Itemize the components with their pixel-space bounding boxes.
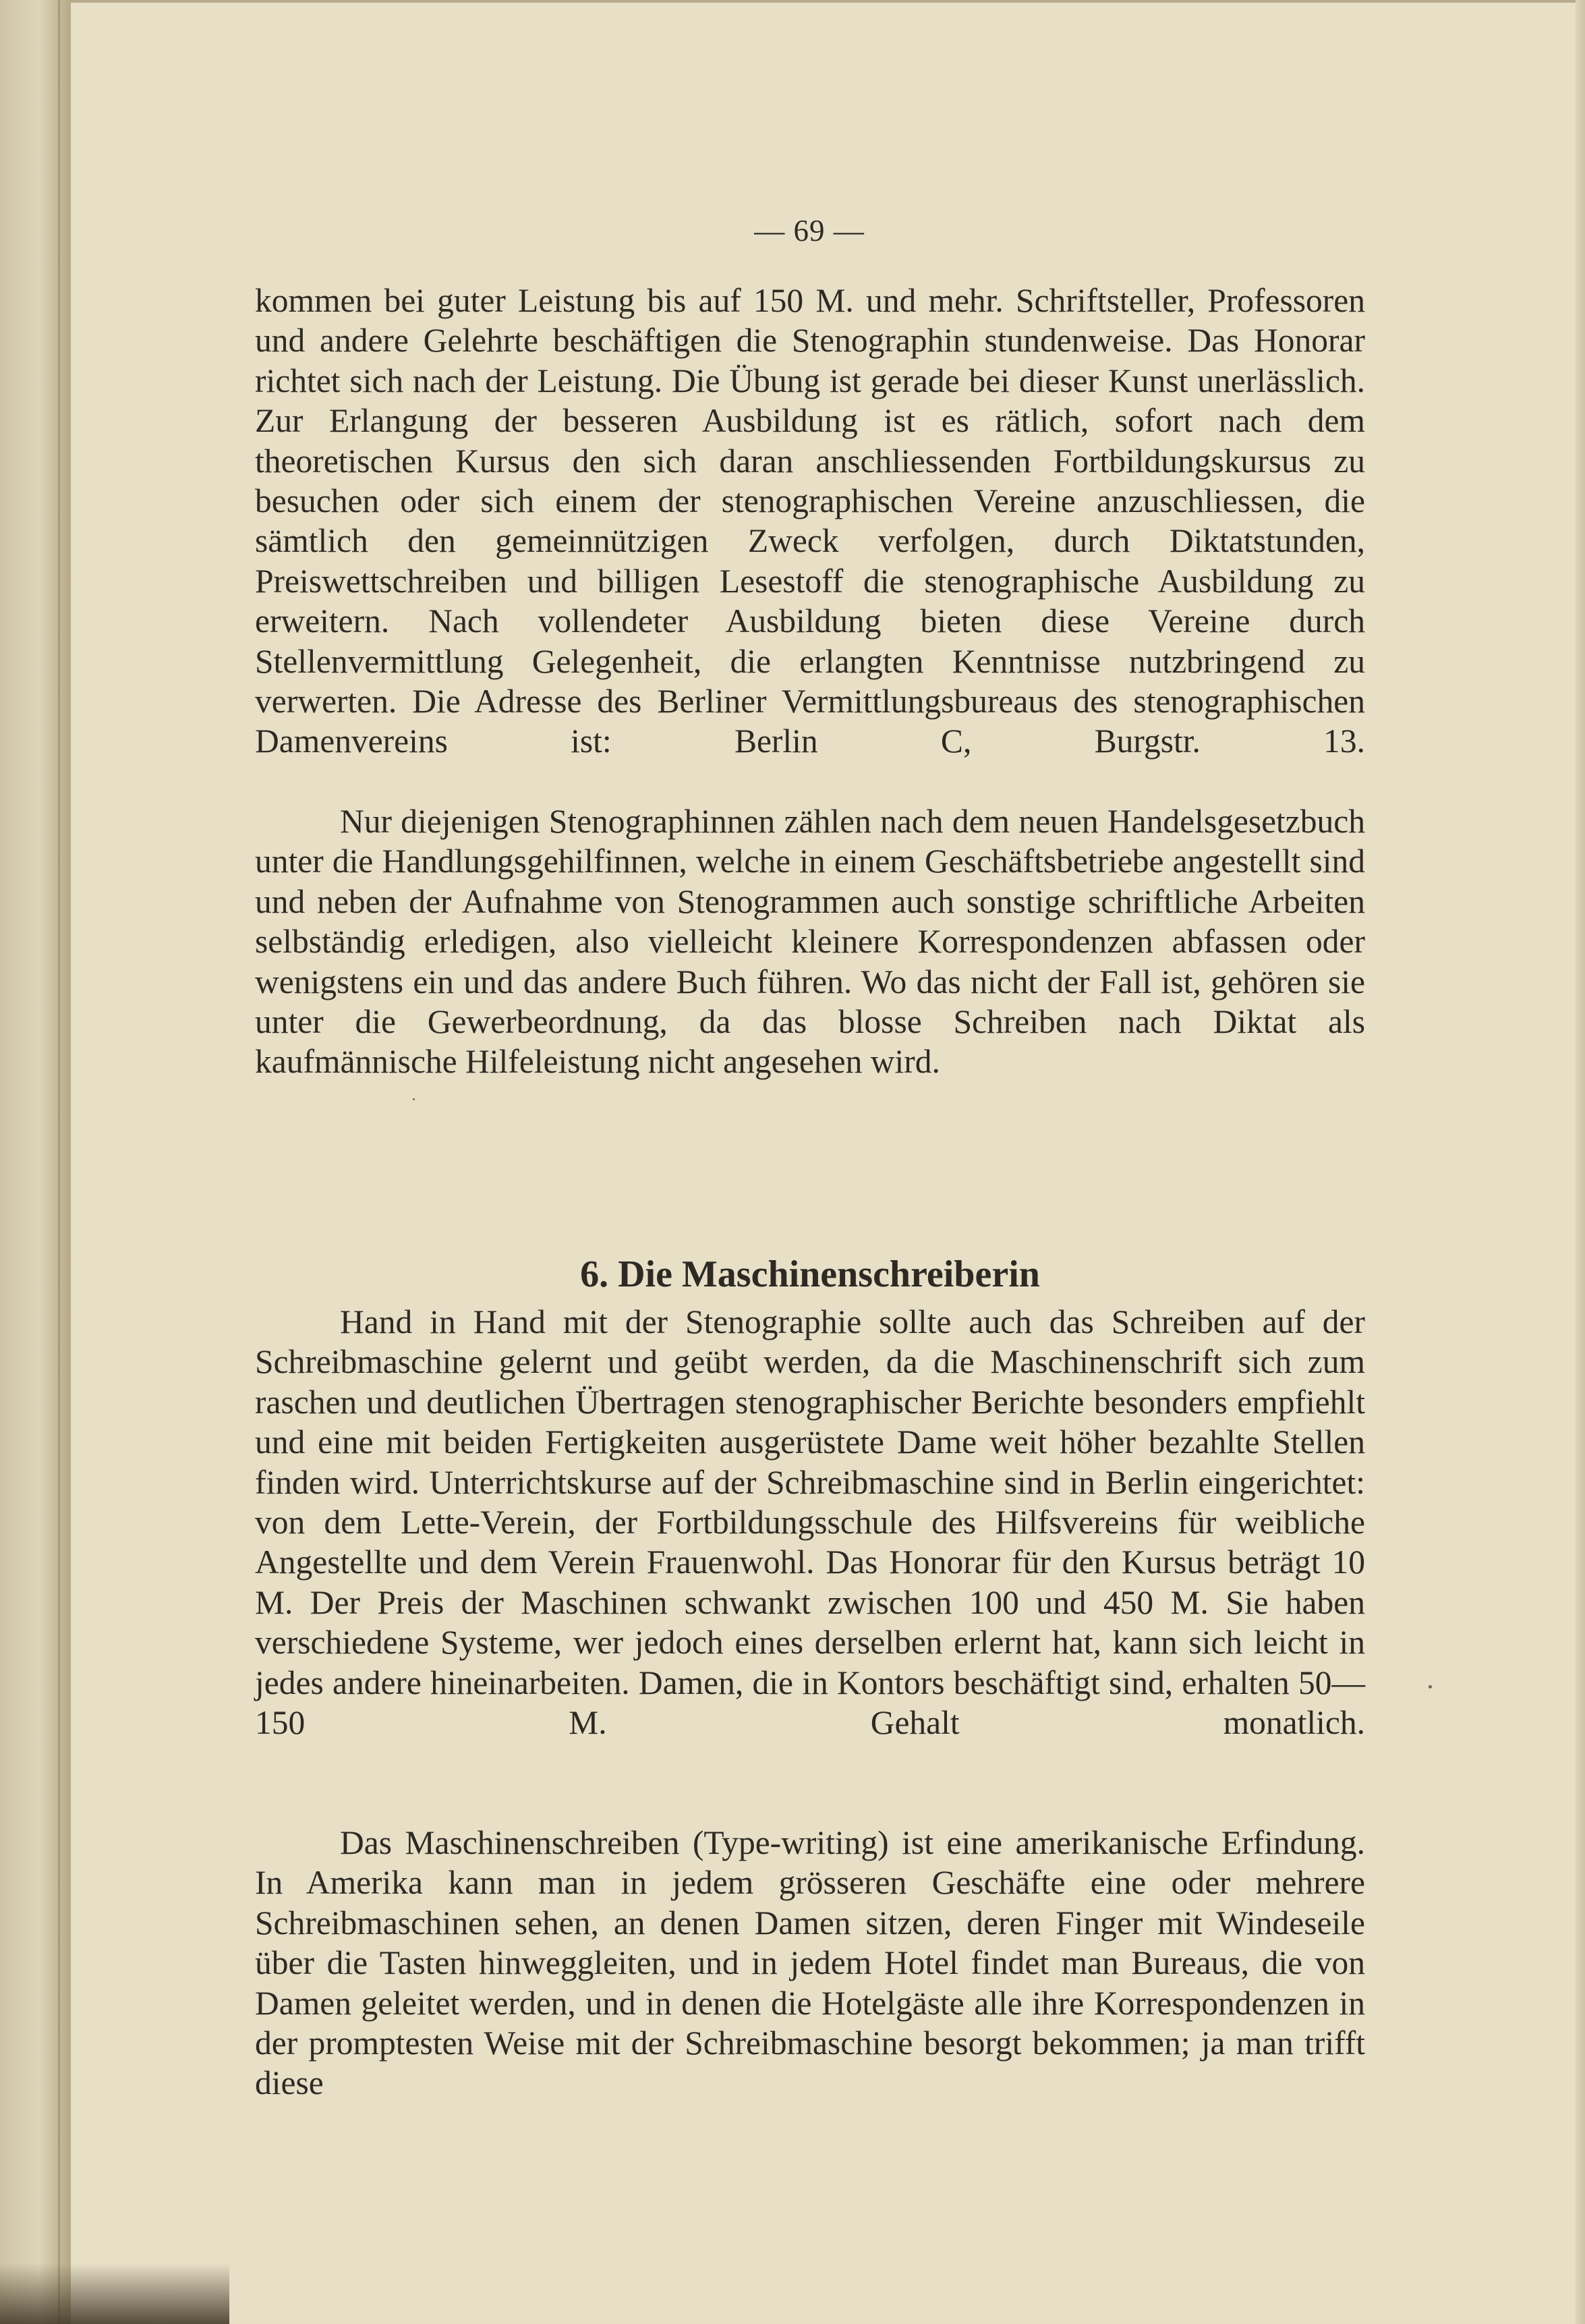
paragraph-text: Nur diejenigen Stenographinnen zählen nach dem neuen Handelsgesetzbuch unter die Handlungsgehilfinnen, welche in einem Geschäftsbetriebe angestellt sind und neben der Aufnahme von Stenogrammen auch sonstige schriftliche Arbeiten selbständig erledigen, also vielleicht kleinere Korrespondenzen abfassen oder wenigstens ein und das andere Buch führen. Wo das nicht der Fall ist, gehören sie unter die Gewerbeordnung, da das blosse Schreiben nach Diktat als kaufmännische Hilfeleistung nicht angesehen wird. <box>255 803 1365 1081</box>
gutter-fold-line <box>58 0 60 2324</box>
gutter-shadow <box>0 2263 229 2324</box>
paragraph-american-invention <box>255 1823 1365 2103</box>
paragraph-text: Hand in Hand mit der Stenographie sollte auch das Schreiben auf der Schreibmaschine gelernt und geübt werden, da die Maschinenschrift sich zum raschen und deutlichen Übertragen stenographischer Berichte besonders empfiehlt und eine mit beiden Fertigkeiten ausgerüstete Dame weit höher bezahlte Stellen finden wird. Unterrichtskurse auf der Schreibmaschine sind in Berlin eingerichtet: von dem Lette-Verein, der Fortbildungsschule des Hilfsvereins für weibliche Angestellte und dem Verein Frauenwohl. Das Honorar für den Kursus beträgt 10 M. Der Preis der Maschinen schwankt zwischen 100 und 450 M. Sie haben verschiedene Systeme, wer jedoch eines derselben erlernt hat, kann sich leicht in jedes andere hineinarbeiten. Damen, die in Kontors beschäftigt sind, erhalten 50—150 M. Gehalt monatlich. <box>255 1303 1365 1742</box>
paragraph-stenographer-income: kommen bei guter Leistung bis auf 150 M. und mehr. Schriftsteller, Professoren und andere Gelehrte beschäftigen die Stenographin stundenweise. Das Honorar richtet sich nach der Leistung. Die Übung ist gerade bei dieser Kunst unerlässlich. Zur Erlangung der besseren Ausbildung ist es rätlich, sofort nach dem theoretischen Kursus den sich daran anschliessenden Fortbildungskursus zu besuchen oder sich einem der stenographischen Vereine anzuschliessen, die sämtlich den gemeinnützigen Zweck verfolgen, durch Diktatstunden, Preiswettschreiben und billigen Lesestoff die stenographische Ausbildung zu erweitern. Nach vollendeter Ausbildung bieten diese Vereine durch Stellenvermittlung Gelegenheit, die erlangten Kenntnisse nutzbringend zu verwerten. Die Adresse des Berliner Vermittlungsbureaus des stenographischen Damenvereins ist: Berlin C, Burgstr. 13. <box>255 282 1365 760</box>
paragraph-commercial-code <box>255 801 1365 1082</box>
paragraph-text: Das Maschinenschreiben (Type-writing) ist eine amerikanische Erfindung. In Amerika kann man in jedem grösseren Geschäfte eine oder mehrere Schreibmaschinen sehen, an denen Damen sitzen, deren Finger mit Windeseile über die Tasten hinweggleiten, und in jedem Hotel findet man Bureaus, die von Damen geleitet werden, und in denen die Hotelgäste alle ihre Korrespondenzen in der promptesten Weise mit der Schreibmaschine besorgt bekommen; ja man trifft diese <box>255 1824 1365 2102</box>
page-number: — 69 — <box>754 214 865 248</box>
section-heading: 6. Die Maschinenschreiberin <box>580 1253 1040 1296</box>
paper-speck <box>1429 1685 1432 1689</box>
page-right-edge <box>1576 0 1585 2324</box>
page-top-edge <box>71 0 1576 3</box>
book-gutter <box>0 0 71 2324</box>
paragraph-typewriting-courses <box>255 1302 1365 1742</box>
paper-speck <box>413 1098 415 1100</box>
